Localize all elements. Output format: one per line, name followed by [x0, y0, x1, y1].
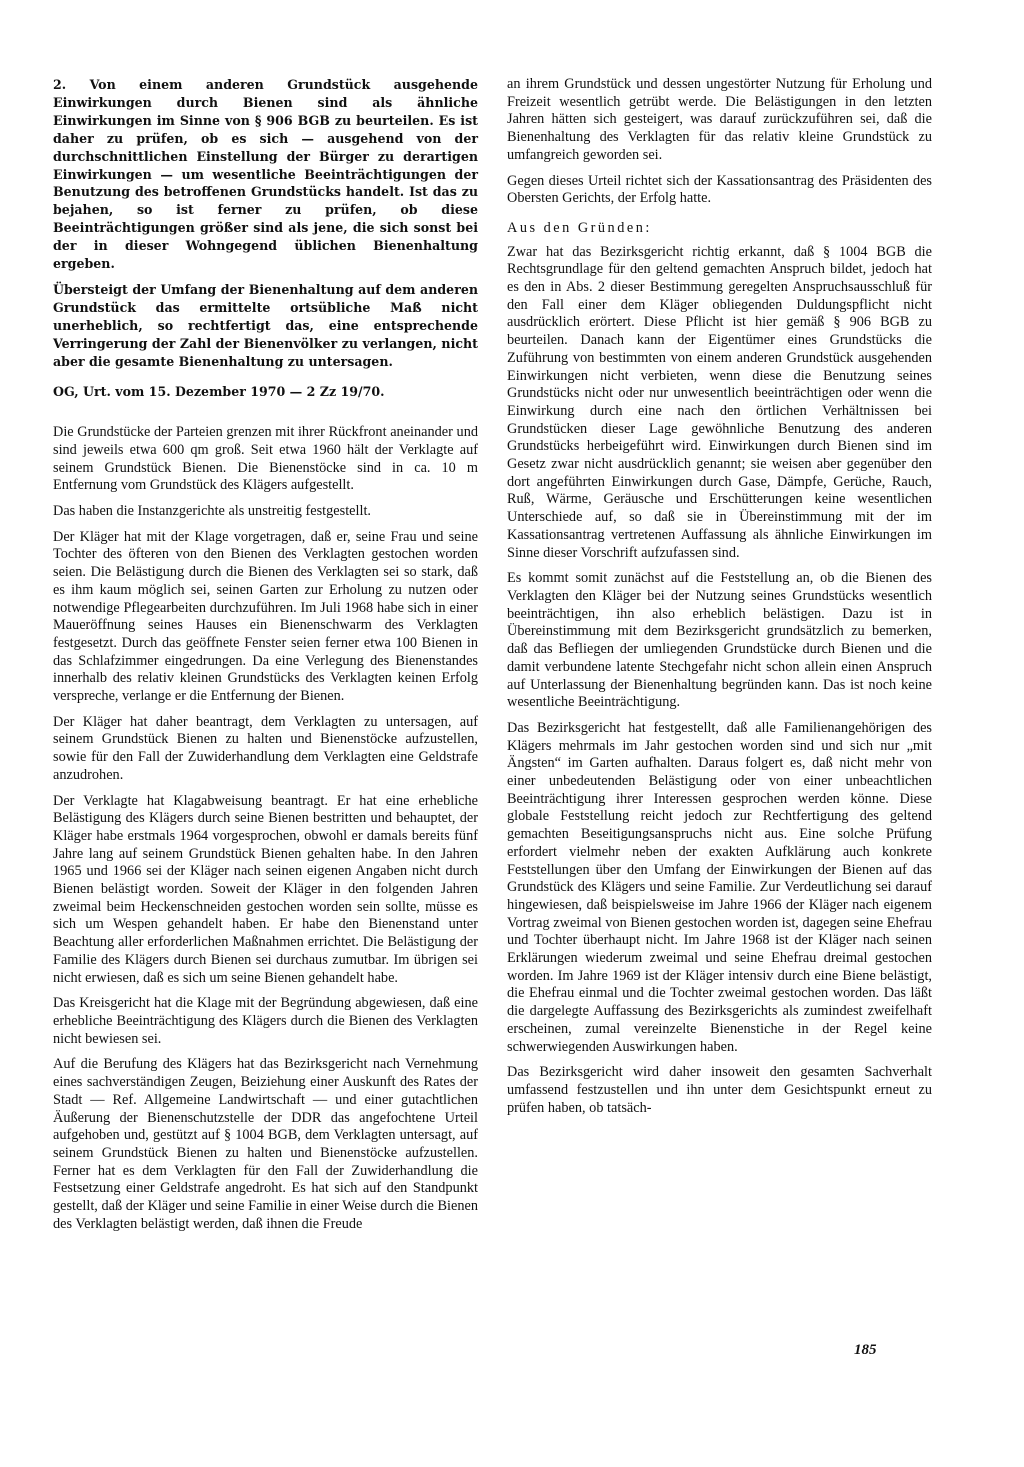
body-paragraph: Auf die Berufung des Klägers hat das Bezirksgericht nach Vernehmung eines sachverständigen Zeugen, Beiziehung einer Auskunft des Rates der Stadt — Ref. Allgemeine Landwirtschaft — und einer gutachtlichen Äußerung der Bienenschutzstelle der DDR das angefochtene Urteil aufgehoben und, gestützt auf § 1004 BGB, dem Verklagten untersagt, auf seinem Grundstück Bienen zu halten und Bienenstöcke aufzustellen. Ferner hat es dem Verklagten für den Fall der Zuwiderhandlung die Festsetzung einer Geldstrafe angedroht. Es hat sich auf den Standpunkt gestellt, daß der Kläger und seine Familie in einer Weise durch die Bienen des Verklagten belästigt werden, daß ihnen die Freude — [53, 1056, 478, 1232]
body-paragraph: Das Bezirksgericht hat festgestellt, daß alle Familienangehörigen des Klägers mehrmals im Jahr gestochen worden sind und sich nur „mit Ängsten“ im Garten aufhalten. Daraus folgert es, daß nicht mehr von einer unbedeutenden Belästigung oder von einer unbeachtlichen Beeinträchtigung ihrer Interessen gesprochen werden könne. Diese globale Feststellung reicht jedoch zur Rechtfertigung des geltend gemachten Beseitigungsanspruchs nicht aus. Eine solche Prüfung erfordert vielmehr neben der exakten Aufklärung auch konkrete Feststellungen über den Umfang der Einwirkungen der Bienen auf das Grundstück des Klägers und seine Familie. Zur Verdeutlichung sei darauf hingewiesen, daß beispielsweise im Jahre 1966 der Kläger nach eigenem Vortrag zweimal von Bienen gestochen worden ist, dagegen seine Ehefrau und Tochter überhaupt nicht. Im Jahre 1968 ist der Kläger nach seinen Erklärungen wiederum zweimal und seine Ehefrau dreimal gestochen worden. Im Jahre 1969 ist der Kläger intensiv durch eine Biene belästigt, die Ehefrau einmal und die Tochter zweimal gestochen worden. Das läßt die dargelegte Auffassung des Bezirksgerichts als zumindest zweifelhaft erscheinen, zumal vereinzelte Bienenstiche in der Regel keine schwerwiegenden Auswirkungen haben. — [507, 719, 932, 1055]
body-paragraph: Das Bezirksgericht wird daher insoweit den gesamten Sachverhalt umfassend festzustellen und ihn unter dem Gesichtspunkt erneut zu prüfen haben, ob tatsäch- — [507, 1064, 932, 1116]
headnote-paragraph: 2. Von einem anderen Grundstück ausgehende Einwirkungen durch Bienen sind als ähnliche Einwirkungen im Sinne von § 906 BGB zu beurteilen. Es ist daher zu prüfen, ob es sich — ausgehend von der durchschnittlichen Einstellung der Bürger zu derartigen Einwirkungen — um wesentliche Beeinträchtigungen der Benutzung des betroffenen Grundstücks handelt. Ist das zu bejahen, so ist ferner zu prüfen, ob diese Beeinträchtigungen größer sind als jene, die sich sonst bei der in dieser Wohngegend üblichen Bienenhaltung ergeben. — [53, 77, 478, 272]
body-paragraph: Der Verklagte hat Klagabweisung beantragt. Er hat eine erhebliche Belästigung des Klägers durch seine Bienen bestritten und behauptet, der Kläger habe erstmals 1964 vorgesprochen, obwohl er damals bereits fünf Jahre lang auf seinem Grundstück Bienen gehalten habe. In den Jahren 1965 und 1966 sei der Kläger nach seinen eigenen Angaben nicht durch Bienen belästigt worden. Soweit der Kläger in den folgenden Jahren zweimal beim Heckenschneiden gestochen worden sein sollte, müsse es sich um Wespen gehandelt haben. Er habe den Bienenstand unter Beachtung aller erforderlichen Maßnahmen errichtet. Die Belästigung der Familie des Klägers durch Bienen sei durchaus zumutbar. Im übrigen sei nicht erwiesen, daß es sich um seine Bienen gehandelt habe. — [53, 792, 478, 986]
body-paragraph: Der Kläger hat mit der Klage vorgetragen, daß er, seine Frau und seine Tochter des öfteren von den Bienen des Verklagten gestochen worden seien. Die Belästigung durch die Bienen des Verklagten sei so stark, daß es ihm kaum möglich sei, seinen Garten zur Erholung zu nutzen oder notwendige Pflegearbeiten durchzuführen. Im Juli 1968 habe sich in einer Maueröffnung seines Hauses ein Bienenschwarm des Verklagten festgesetzt. Durch das geöffnete Fenster seien ferner etwa 100 Bienen in das Schlafzimmer eingedrungen. Da eine Verlegung des Bienenstandes innerhalb des relativ kleinen Grundstücks des Verklagten keinen Erfolg verspreche, verlange er die Entfernung der Bienen. — [53, 528, 478, 705]
body-paragraph: Das haben die Instanzgerichte als unstreitig festgestellt. — [53, 503, 372, 520]
case-citation: OG, Urt. vom 15. Dezember 1970 — 2 Zz 19/70. — [53, 383, 385, 399]
left-column — [53, 76, 478, 1241]
body-paragraph: Die Grundstücke der Parteien grenzen mit ihrer Rückfront aneinander und sind jeweils etwa 600 qm groß. Seit etwa 1960 hält der Verklagte auf seinem Grundstück Bienen. Die Bienenstöcke sind in ca. 10 m Entfernung vom Grundstück des Klägers aufgestellt. — [53, 424, 478, 494]
body-paragraph: Gegen dieses Urteil richtet sich der Kassationsantrag des Präsidenten des Obersten Gerichts, der Erfolg hatte. — [507, 172, 932, 207]
right-column — [507, 76, 932, 1125]
headnote-paragraph: Übersteigt der Umfang der Bienenhaltung auf dem anderen Grundstück das ermittelte ortsübliche Maß nicht unerheblich, so rechtfertigt das, eine entsprechende Verringerung der Zahl der Bienenvölker zu verlangen, nicht aber die gesamte Bienenhaltung zu untersagen. — [53, 281, 478, 369]
body-paragraph: Der Kläger hat daher beantragt, dem Verklagten zu untersagen, auf seinem Grundstück Bienen zu halten und Bienenstöcke aufzustellen, sowie für den Fall der Zuwiderhandlung dem Verklagten eine Geldstrafe anzudrohen. — [53, 713, 478, 783]
section-heading: Aus den Gründen: — [507, 219, 652, 236]
body-paragraph: Zwar hat das Bezirksgericht richtig erkannt, daß § 1004 BGB die Rechtsgrundlage für den geltend gemachten Anspruch bildet, jedoch hat es den in Abs. 2 dieser Bestimmung geregelten Anspruchsausschluß für den Fall einer dem Kläger obliegenden Duldungspflicht nicht ausdrücklich erörtert. Diese Pflicht ist hier gemäß § 906 BGB zu beurteilen. Danach kann der Eigentümer eines Grundstücks die Zuführung von bestimmten von einem anderen Grundstück ausgehenden Einwirkungen nicht verbieten, wenn diese die Benutzung seines Grundstücks nicht oder nur unwesentlich beeinträchtigen oder wenn die Einwirkung durch eine nach den örtlichen Verhältnissen bei Grundstücken dieser Lage gewöhnliche Benutzung des anderen Grundstücks herbeigeführt wird. Einwirkungen durch Bienen sind im Gesetz zwar nicht ausdrücklich genannt; sie weisen aber gegenüber den dort angeführten Einwirkungen durch Gase, Dämpfe, Gerüche, Rauch, Ruß, Wärme, Geräusche und Erschütterungen keine wesentlichen Unterschiede auf, so daß sie in Übereinstimmung mit der im Kassationsantrag vertretenen Auffassung als ähnliche Einwirkungen im Sinne dieser Vorschrift aufzufassen sind. — [507, 243, 932, 561]
page-number: 185 — [854, 1342, 877, 1358]
body-paragraph: an ihrem Grundstück und dessen ungestörter Nutzung für Erholung und Freizeit wesentlich getrübt werde. Die Belästigungen in den letzten Jahren hätten sich gesteigert, was darauf zurückzuführen sei, daß die Bienenhaltung des Verklagten für das relativ kleine Grundstück zu umfangreich geworden sei. — [507, 76, 932, 163]
body-paragraph: Es kommt somit zunächst auf die Feststellung an, ob die Bienen des Verklagten den Kläger bei der Nutzung seines Grundstücks wesentlich beeinträchtigen, ihn also erheblich belästigen. Dazu ist in Übereinstimmung mit dem Bezirksgericht grundsätzlich zu bemerken, daß das Befliegen der umliegenden Grundstücke durch Bienen und die damit verbundene latente Stechgefahr nicht schon allein einen Anspruch auf Unterlassung der Bienenhaltung begründen kann. Das ist noch keine wesentliche Beeinträchtigung. — [507, 570, 932, 711]
body-paragraph: Das Kreisgericht hat die Klage mit der Begründung abgewiesen, daß eine erhebliche Beeinträchtigung des Klägers durch die Bienen des Verklagten nicht bewiesen sei. — [53, 995, 478, 1047]
